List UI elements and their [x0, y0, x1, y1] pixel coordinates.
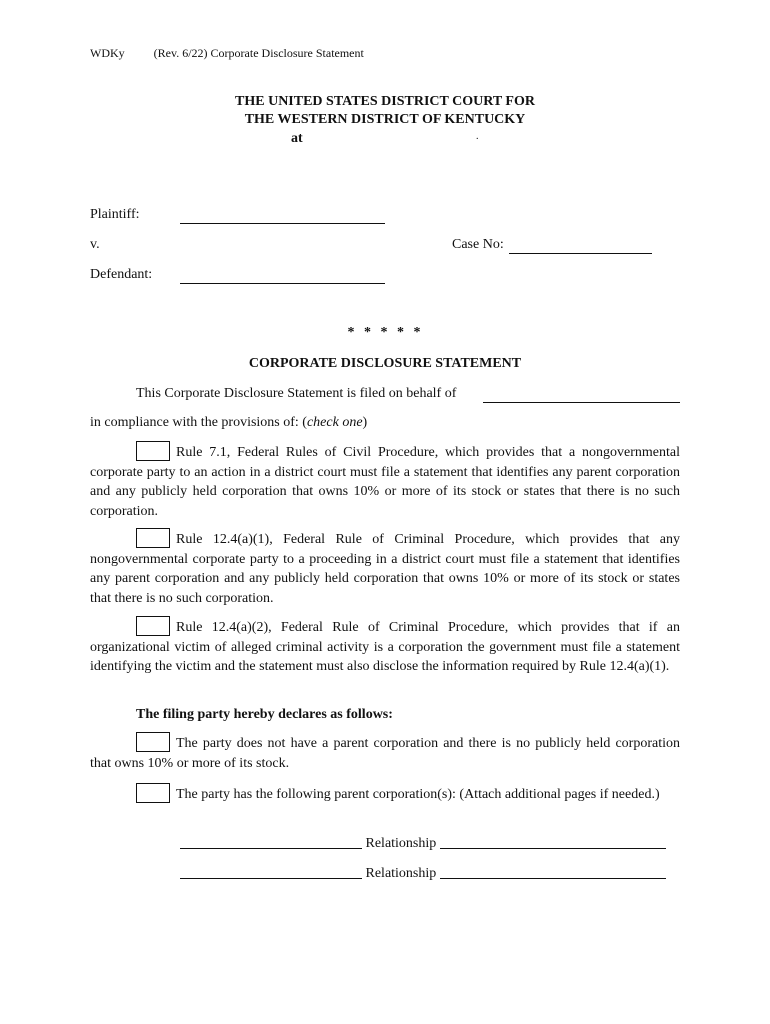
- check-one-close: ): [362, 415, 368, 430]
- case-no-field[interactable]: [509, 239, 652, 254]
- rule-12-4-a-2-checkbox[interactable]: [136, 616, 170, 636]
- has-parent-checkbox[interactable]: [136, 783, 170, 803]
- relationship-field-2[interactable]: [440, 864, 666, 879]
- rule-12-4-a-1-checkbox[interactable]: [136, 528, 170, 548]
- declares-heading: The filing party hereby declares as follows:: [136, 707, 393, 722]
- no-parent-text: The party does not have a parent corporation and there is no publicly held corporation that owns 10% or more of its stock.: [90, 736, 680, 771]
- form-revision: (Rev. 6/22) Corporate Disclosure Statement: [153, 46, 364, 60]
- compliance-lead: in compliance with the provisions of:: [90, 415, 299, 430]
- court-location-label: at: [291, 131, 303, 146]
- relationship-label-2: Relationship: [365, 866, 437, 881]
- check-one-open: (: [302, 415, 307, 430]
- rule-option-civil: [90, 441, 680, 521]
- form-header: [90, 46, 364, 61]
- filing-party-field[interactable]: [483, 388, 680, 403]
- rule-7-1-checkbox[interactable]: [136, 441, 170, 461]
- declaration-has-parent: [90, 783, 680, 805]
- rule-option-criminal-2: [90, 616, 680, 677]
- court-location-period: .: [476, 131, 479, 142]
- parent-row-2: [180, 864, 666, 882]
- rule-7-1-text: Rule 7.1, Federal Rules of Civil Procedure, which provides that a nongovernmental corporate party to an action in a district court must file a statement that identifies any parent corporation and any publicly held corporation that owns 10% or more of its stock or states that there is no such corporation.: [90, 445, 680, 519]
- check-one-hint: check one: [306, 415, 363, 430]
- form-code: WDKy: [90, 46, 125, 60]
- plaintiff-field[interactable]: [180, 209, 385, 224]
- case-no-label: Case No:: [452, 237, 504, 252]
- parent-corporation-field-1[interactable]: [180, 834, 362, 849]
- plaintiff-label: Plaintiff:: [90, 207, 140, 222]
- statement-title: CORPORATE DISCLOSURE STATEMENT: [248, 356, 522, 371]
- relationship-field-1[interactable]: [440, 834, 666, 849]
- defendant-label: Defendant:: [90, 267, 153, 282]
- relationship-label-1: Relationship: [365, 836, 437, 851]
- rule-option-criminal-1: [90, 528, 680, 608]
- court-title-line2: THE WESTERN DISTRICT OF KENTUCKY: [244, 112, 526, 127]
- parent-row-1: [180, 834, 666, 852]
- no-parent-checkbox[interactable]: [136, 732, 170, 752]
- has-parent-text: The party has the following parent corporation(s): (Attach additional pages if needed.): [176, 787, 660, 802]
- rule-12-4-a-2-text: Rule 12.4(a)(2), Federal Rule of Criminal Procedure, which provides that if an organizational victim of alleged criminal activity is a corporation the government must file a statement identifying the victim and the statement must also disclose the information required by Rule 12.4(a)(1).: [90, 620, 680, 674]
- defendant-field[interactable]: [180, 269, 385, 284]
- compliance-text: [90, 415, 367, 431]
- rule-12-4-a-1-text: Rule 12.4(a)(1), Federal Rule of Criminal Procedure, which provides that any nongovernmental corporate party to a proceeding in a district court must file a statement that identifies any parent corporation and any publicly held corporation that owns 10% or more of its stock or states that there is no such corporation.: [90, 532, 680, 606]
- versus-label: v.: [90, 237, 100, 252]
- section-separator: * * * * *: [347, 325, 423, 340]
- court-title-line1: THE UNITED STATES DISTRICT COURT FOR: [235, 94, 535, 109]
- parent-corporation-field-2[interactable]: [180, 864, 362, 879]
- filed-on-behalf-text: This Corporate Disclosure Statement is filed on behalf of: [136, 386, 457, 401]
- declaration-no-parent: [90, 732, 680, 773]
